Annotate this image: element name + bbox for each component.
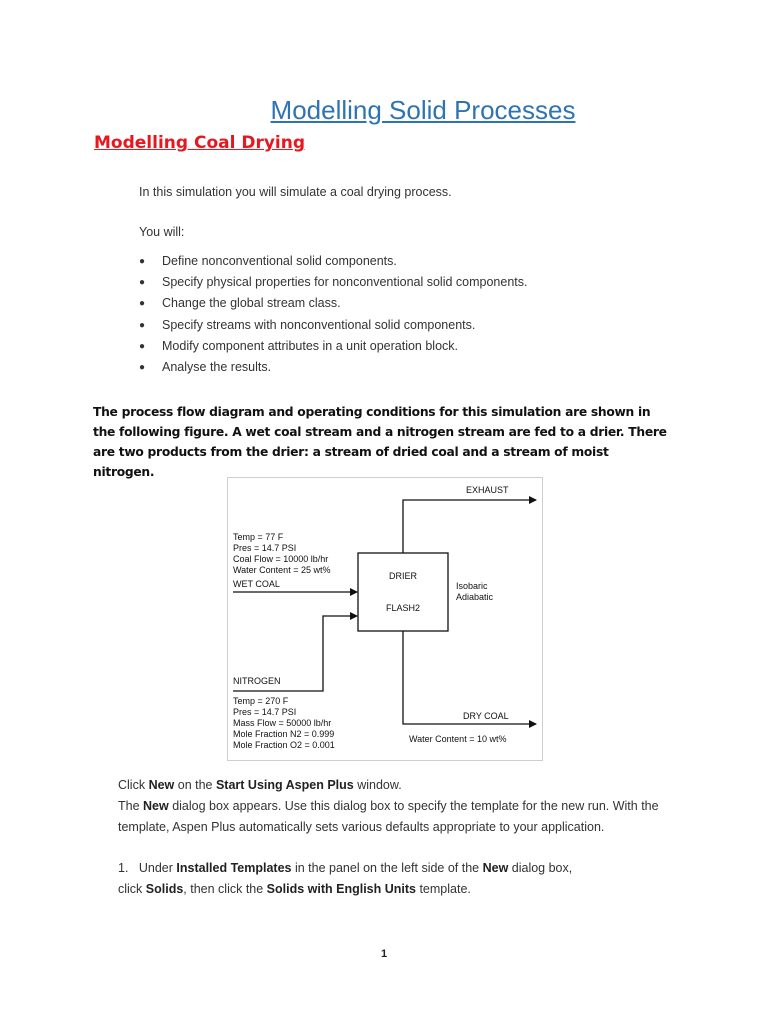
list-item: ● Change the global stream class. bbox=[139, 293, 528, 314]
step-line: click Solids, then click the Solids with English Units template. bbox=[118, 882, 471, 896]
instruction-paragraph bbox=[118, 775, 678, 838]
you-will-label: You will: bbox=[139, 225, 185, 239]
bullet-icon: ● bbox=[139, 340, 146, 352]
nitrogen-condition: Mole Fraction O2 = 0.001 bbox=[233, 740, 335, 750]
instruction-line: Click New on the Start Using Aspen Plus window. bbox=[118, 778, 402, 792]
step-line: 1. Under Installed Templates in the panel on the left side of the New dialog box, bbox=[118, 861, 573, 875]
exhaust-label: EXHAUST bbox=[466, 485, 509, 495]
wet-coal-label: WET COAL bbox=[233, 579, 280, 589]
page-title: Modelling Solid Processes bbox=[270, 95, 576, 125]
pfd-description: The process flow diagram and operating conditions for this simulation are shown in the following figure. A wet coal stream and a nitrogen stream are fed to a drier. There are two products from the drier: a stream of dried coal and a stream of moist nitrogen. bbox=[93, 405, 667, 479]
intro-text: In this simulation you will simulate a coal drying process. bbox=[139, 185, 452, 199]
wet-coal-condition: Coal Flow = 10000 lb/hr bbox=[233, 554, 329, 564]
wet-coal-condition: Pres = 14.7 PSI bbox=[233, 543, 297, 553]
list-item: ● Modify component attributes in a unit operation block. bbox=[139, 336, 528, 357]
block-name: DRIER bbox=[388, 571, 418, 581]
bullet-icon: ● bbox=[139, 319, 146, 331]
section-heading: Modelling Coal Drying bbox=[94, 133, 306, 153]
nitrogen-condition: Temp = 270 F bbox=[233, 696, 289, 706]
spec-text: Adiabatic bbox=[456, 592, 494, 602]
dry-coal-label: DRY COAL bbox=[463, 711, 509, 721]
dry-coal-condition: Water Content = 10 wt% bbox=[409, 734, 507, 744]
bullet-icon: ● bbox=[139, 256, 146, 267]
wet-coal-condition: Water Content = 25 wt% bbox=[233, 565, 331, 575]
pfd-svg bbox=[228, 478, 542, 760]
exhaust-stream bbox=[403, 500, 536, 553]
bullet-icon: ● bbox=[139, 298, 146, 310]
process-flow-diagram bbox=[227, 477, 543, 761]
wet-coal-condition: Temp = 77 F bbox=[233, 532, 284, 542]
nitrogen-label: NITROGEN bbox=[233, 676, 281, 686]
list-item: ● Specify physical properties for nonconventional solid components. bbox=[139, 272, 528, 293]
list-item: ● Analyse the results. bbox=[139, 357, 528, 378]
nitrogen-condition: Mass Flow = 50000 lb/hr bbox=[233, 718, 332, 728]
nitrogen-condition: Mole Fraction N2 = 0.999 bbox=[233, 729, 335, 739]
block-model: FLASH2 bbox=[385, 603, 421, 613]
list-item: ● Specify streams with nonconventional solid components. bbox=[139, 315, 528, 336]
drier-block bbox=[358, 553, 448, 631]
nitrogen-condition: Pres = 14.7 PSI bbox=[233, 707, 297, 717]
bullet-icon: ● bbox=[139, 361, 146, 373]
list-item: ● Define nonconventional solid components. bbox=[139, 251, 528, 272]
objectives-list bbox=[139, 251, 528, 378]
bullet-icon: ● bbox=[139, 277, 146, 289]
spec-text: Isobaric bbox=[456, 581, 488, 591]
step-paragraph bbox=[118, 858, 678, 900]
instruction-line: The New dialog box appears. Use this dialog box to specify the template for the new run. With the template, Aspen Plus automatically sets various defaults appropriate to your application. bbox=[118, 799, 659, 834]
page-number: 1 bbox=[380, 948, 388, 960]
